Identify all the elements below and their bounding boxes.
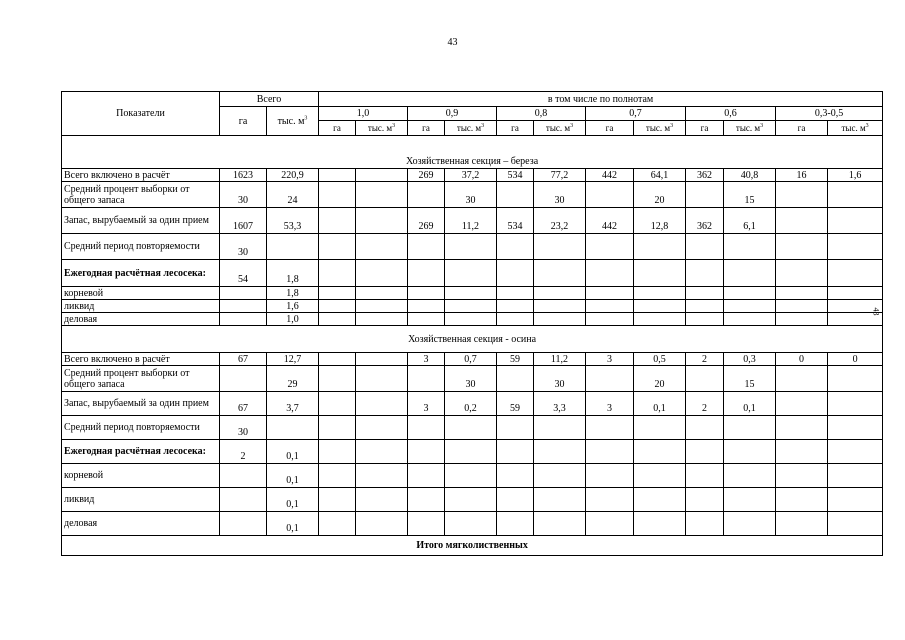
table-cell [586,287,634,300]
table-cell [408,512,445,536]
header-density-2: 0,8 [497,107,586,121]
header-density-0: 1,0 [319,107,408,121]
header-density-1: 0,9 [408,107,497,121]
row-label: ликвид [62,488,220,512]
table-cell [686,260,724,287]
table-cell: 77,2 [534,169,586,182]
table-row [62,287,883,300]
table-cell [534,512,586,536]
header-density-3: 0,7 [586,107,686,121]
table-cell [319,416,356,440]
table-cell [220,512,267,536]
table-cell: 53,3 [267,208,319,234]
unit-m3: тыс. $м^3$ [724,121,776,136]
table-cell: 59 [497,353,534,366]
table-cell: 0,1 [267,488,319,512]
table-cell: 23,2 [534,208,586,234]
table-cell: 30 [220,234,267,260]
unit-ha: га [686,121,724,136]
table-cell [828,260,883,287]
table-cell [319,392,356,416]
table-cell: 1,6 [828,169,883,182]
table-cell [356,260,408,287]
table-cell [445,464,497,488]
table-cell [497,440,534,464]
table-cell [534,313,586,326]
table-cell [356,353,408,366]
table-cell [356,234,408,260]
table-cell [445,300,497,313]
table-cell [586,300,634,313]
table-cell [586,313,634,326]
table-cell [776,366,828,392]
table-cell [408,234,445,260]
table-cell [724,464,776,488]
table-cell: 29 [267,366,319,392]
table-cell: 30 [220,416,267,440]
header-total: Всего [220,92,319,107]
table-cell: 1,6 [267,300,319,313]
table-cell [408,182,445,208]
table-row [62,353,883,366]
table-row [62,392,883,416]
unit-ha: га [319,121,356,136]
unit-ha: га [776,121,828,136]
table-row [62,366,883,392]
table-cell: 64,1 [634,169,686,182]
table-cell [356,488,408,512]
table-cell [828,287,883,300]
table-cell: 12,8 [634,208,686,234]
table-cell [686,512,724,536]
table-cell [356,366,408,392]
table-cell [497,464,534,488]
table-cell [828,512,883,536]
table-cell [686,464,724,488]
table-cell [497,313,534,326]
table-cell [356,440,408,464]
table-cell: 3,7 [267,392,319,416]
table-row [62,313,883,326]
table-cell [408,488,445,512]
table-cell [724,512,776,536]
unit-m3: тыс. $м^3$ [445,121,497,136]
unit-m3: тыс. $м^3$ [828,121,883,136]
table-cell: 3 [586,353,634,366]
table-cell [776,182,828,208]
table-cell: 1,0 [267,313,319,326]
table-cell: 534 [497,169,534,182]
table-cell [828,366,883,392]
table-cell [534,416,586,440]
table-cell [724,287,776,300]
unit-m3: тыс. $м^3$ [356,121,408,136]
table-cell [356,169,408,182]
table-cell [634,313,686,326]
table-cell [776,234,828,260]
table-cell: 0,1 [724,392,776,416]
table-cell: 37,2 [445,169,497,182]
table-cell [497,287,534,300]
row-label: Всего включено в расчёт [62,169,220,182]
table-cell: 0,1 [267,440,319,464]
table-cell [686,440,724,464]
table-cell [828,208,883,234]
table-row [62,300,883,313]
table-cell [319,440,356,464]
table-cell [497,366,534,392]
table-cell [220,300,267,313]
table-row [62,512,883,536]
table-cell: 3 [408,353,445,366]
table-cell [445,488,497,512]
table-cell [319,512,356,536]
table-cell [408,366,445,392]
table-row [62,234,883,260]
unit-ha: га [497,121,534,136]
table-cell [319,313,356,326]
table-cell [634,416,686,440]
table-row [62,169,883,182]
table-cell: 30 [445,366,497,392]
table-cell: 0,1 [267,464,319,488]
table-cell: 40,8 [724,169,776,182]
table-cell [319,488,356,512]
section-title: Итого мягколиственных [62,536,883,556]
table-cell: 20 [634,366,686,392]
table-cell [319,234,356,260]
table-cell [220,313,267,326]
table-cell: 442 [586,169,634,182]
header-indicators: Показатели [62,92,220,136]
table-cell [534,234,586,260]
table-row [62,488,883,512]
row-label: деловая [62,313,220,326]
table-cell [408,287,445,300]
table-cell: 12,7 [267,353,319,366]
table-cell: 220,9 [267,169,319,182]
forest-calc-table [61,91,883,556]
table-cell [828,416,883,440]
table-cell [586,416,634,440]
table-cell: 362 [686,169,724,182]
table-cell: 15 [724,366,776,392]
table-cell: 20 [634,182,686,208]
table-cell [534,287,586,300]
table-cell [356,182,408,208]
table-cell: 534 [497,208,534,234]
unit-ha: га [408,121,445,136]
table-cell [497,234,534,260]
table-cell [319,300,356,313]
table-cell: 0,1 [267,512,319,536]
table-cell [408,416,445,440]
table-cell [776,440,828,464]
row-label: корневой [62,464,220,488]
table-cell [586,182,634,208]
table-cell: 30 [220,182,267,208]
table-cell [356,512,408,536]
table-cell [497,488,534,512]
table-cell [634,512,686,536]
table-cell: 67 [220,392,267,416]
table-cell [356,313,408,326]
table-cell [319,464,356,488]
table-cell [445,512,497,536]
table-cell [220,488,267,512]
table-cell: 24 [267,182,319,208]
table-cell [634,287,686,300]
table-cell: 0,7 [445,353,497,366]
header-density-5: 0,3-0,5 [776,107,883,121]
table-cell [497,300,534,313]
table-cell: 1623 [220,169,267,182]
table-cell [776,512,828,536]
table-cell: 269 [408,208,445,234]
row-label: Запас, вырубаемый за один прием [62,392,220,416]
table-cell [319,287,356,300]
table-row [62,440,883,464]
row-label: Ежегодная расчётная лесосека: [62,260,220,287]
table-cell [828,440,883,464]
row-label: Средний период повторяемости [62,416,220,440]
table-row [62,260,883,287]
table-cell [445,416,497,440]
table-cell [319,353,356,366]
table-cell [724,313,776,326]
table-cell [267,416,319,440]
table-cell [776,300,828,313]
table-cell: 59 [497,392,534,416]
table-cell: 30 [534,182,586,208]
table-cell: 0,2 [445,392,497,416]
table-cell [776,464,828,488]
table-row [62,464,883,488]
table-cell [319,169,356,182]
header-total-ha: га [220,107,267,136]
table-cell [586,366,634,392]
table-cell [445,287,497,300]
table-cell [319,182,356,208]
table-cell [686,313,724,326]
table-cell [828,464,883,488]
table-cell: 6,1 [724,208,776,234]
table-cell: 30 [445,182,497,208]
table-cell [497,512,534,536]
section-title-row [62,536,883,556]
table-cell [686,182,724,208]
table-cell [586,234,634,260]
table-cell [776,208,828,234]
table-cell [319,208,356,234]
table-cell [220,464,267,488]
table-cell [586,488,634,512]
table-cell: 0,3 [724,353,776,366]
row-label: Средний процент выборки от общего запаса [62,366,220,392]
table-cell [724,300,776,313]
table-cell [267,234,319,260]
table-cell: 1607 [220,208,267,234]
table-cell [356,287,408,300]
header-total-m3: тыс. $м^3$ [267,107,319,136]
table-cell: 11,2 [534,353,586,366]
row-label: ликвид [62,300,220,313]
table-cell [776,287,828,300]
unit-m3: тыс. $м^3$ [634,121,686,136]
row-label: деловая [62,512,220,536]
table-cell [776,488,828,512]
table-cell [634,300,686,313]
table-cell [497,182,534,208]
table-cell [586,260,634,287]
table-cell [445,313,497,326]
table-cell [828,313,883,326]
table-cell [776,260,828,287]
section-title-row [62,326,883,353]
table-cell: 0 [776,353,828,366]
table-row [62,182,883,208]
table-cell [776,416,828,440]
table-cell [634,260,686,287]
side-page-number: 43 [871,307,881,316]
table-cell: 442 [586,208,634,234]
table-cell [828,182,883,208]
table-cell [686,287,724,300]
table-cell [497,416,534,440]
table-cell [319,366,356,392]
table-row [62,208,883,234]
table-cell [686,300,724,313]
row-label: Всего включено в расчёт [62,353,220,366]
table-cell [408,260,445,287]
table-cell [356,392,408,416]
unit-m3: тыс. $м^3$ [534,121,586,136]
table-cell [776,392,828,416]
table-cell [445,260,497,287]
section-title-row [62,136,883,169]
table-cell: 3 [586,392,634,416]
table-cell: 0 [828,353,883,366]
header-row-1 [62,92,883,107]
table-cell: 16 [776,169,828,182]
table-cell [634,464,686,488]
table-cell [724,440,776,464]
table-cell [586,464,634,488]
table-cell [724,488,776,512]
table-cell [686,234,724,260]
table-cell [686,366,724,392]
table-cell: 269 [408,169,445,182]
table-cell [828,234,883,260]
table-cell: 3 [408,392,445,416]
table-cell [534,488,586,512]
table-cell [776,313,828,326]
table-cell [724,416,776,440]
table-cell [408,313,445,326]
section-title: Хозяйственная секция - осина [62,326,883,353]
table-cell [356,208,408,234]
table-cell [634,488,686,512]
table-cell: 2 [220,440,267,464]
table-cell [724,234,776,260]
row-label: Средний период повторяемости [62,234,220,260]
table-cell [356,300,408,313]
table-cell [497,260,534,287]
table-cell: 67 [220,353,267,366]
table-cell [408,440,445,464]
table-cell: 3,3 [534,392,586,416]
table-cell [445,234,497,260]
table-cell: 2 [686,353,724,366]
table-cell [220,287,267,300]
table-cell: 362 [686,208,724,234]
table-cell [220,366,267,392]
table-cell [534,260,586,287]
row-label: корневой [62,287,220,300]
row-label: Средний процент выборки от общего запаса [62,182,220,208]
table-cell: 0,5 [634,353,686,366]
header-by-density: в том числе по полнотам [319,92,883,107]
unit-ha: га [586,121,634,136]
table-cell: 15 [724,182,776,208]
table-cell [634,234,686,260]
table-cell [724,260,776,287]
table-cell [534,300,586,313]
table-cell [586,440,634,464]
table-cell: 1,8 [267,287,319,300]
table-cell [408,464,445,488]
table-cell [686,416,724,440]
table-cell [534,464,586,488]
page-number: 43 [447,37,458,48]
table-cell [634,440,686,464]
table-cell: 2 [686,392,724,416]
table-row [62,416,883,440]
table-cell: 30 [534,366,586,392]
table-cell: 11,2 [445,208,497,234]
table-cell [828,488,883,512]
table-cell: 1,8 [267,260,319,287]
table-cell [408,300,445,313]
header-density-4: 0,6 [686,107,776,121]
table-cell [356,416,408,440]
table-cell [445,440,497,464]
table-cell [356,464,408,488]
table-cell: 54 [220,260,267,287]
table-cell [828,392,883,416]
table-cell [686,488,724,512]
row-label: Запас, вырубаемый за один прием [62,208,220,234]
table-cell [534,440,586,464]
table-cell [828,300,883,313]
table-cell [319,260,356,287]
row-label: Ежегодная расчётная лесосека: [62,440,220,464]
section-title: Хозяйственная секция – береза [62,136,883,169]
table-cell: 0,1 [634,392,686,416]
table-cell [586,512,634,536]
